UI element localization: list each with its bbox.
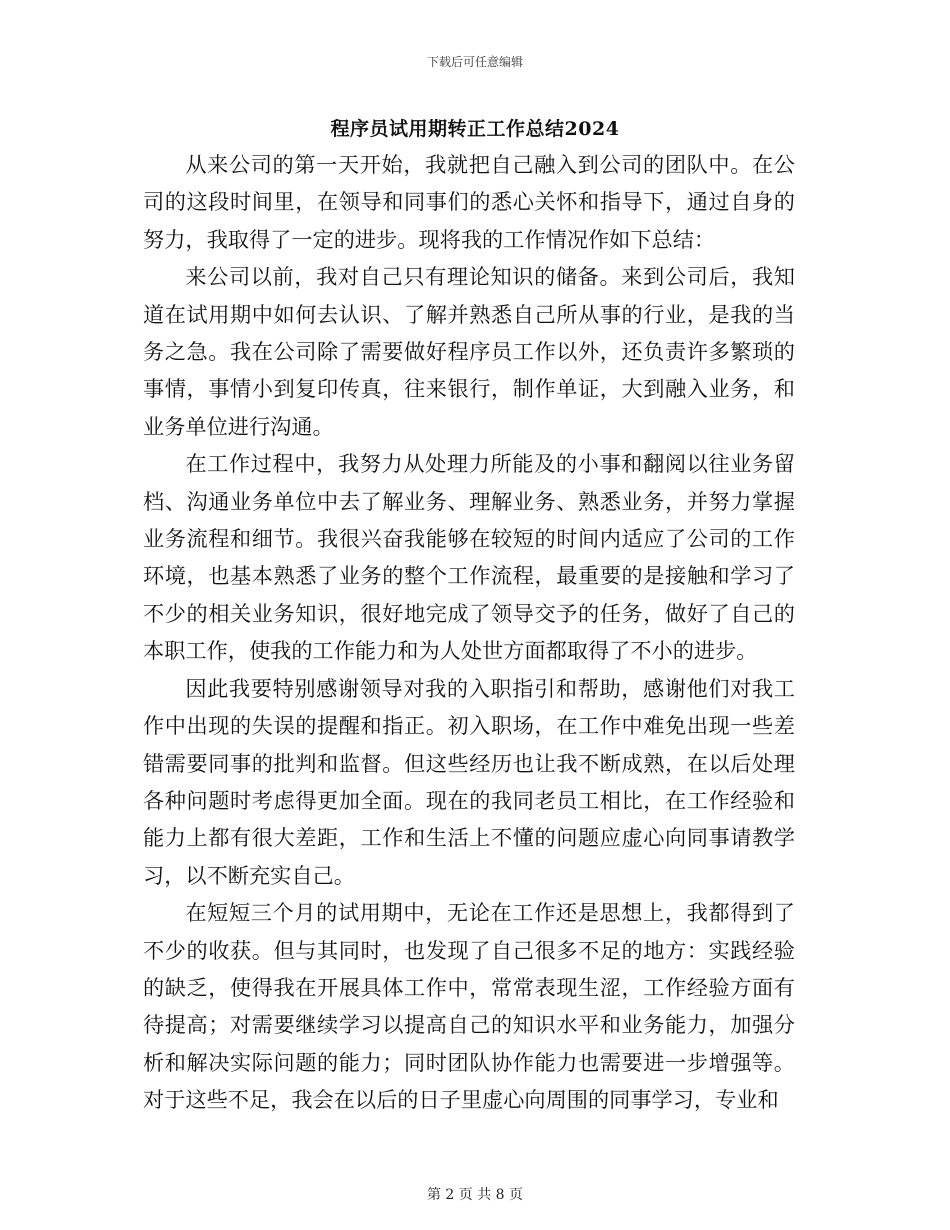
paragraph: 在工作过程中，我努力从处理力所能及的小事和翻阅以往业务留档、沟通业务单位中去了解业务、理解业务、熟悉业务，并努力掌握业务流程和细节。我很兴奋我能够在较短的时间内适应了公司的工作环境，也基本熟悉了业务的整个工作流程，最重要的是接触和学习了不少的相关业务知识，很好地完成了领导交予的任务，做好了自己的本职工作，使我的工作能力和为人处世方面都取得了不小的进步。	[143, 451, 795, 664]
paragraph: 因此我要特别感谢领导对我的入职指引和帮助，感谢他们对我工作中出现的失误的提醒和指正。初入职场，在工作中难免出现一些差错需要同事的批判和监督。但这些经历也让我不断成熟，在以后处理各种问题时考虑得更加全面。现在的我同老员工相比，在工作经验和能力上都有很大差距，工作和生活上不懂的问题应虚心向同事请教学习，以不断充实自己。	[143, 675, 795, 888]
paragraph: 从来公司的第一天开始，我就把自己融入到公司的团队中。在公司的这段时间里，在领导和同事们的悉心关怀和指导下，通过自身的努力，我取得了一定的进步。现将我的工作情况作如下总结：	[143, 152, 795, 252]
page-header-note: 下载后可任意编辑	[426, 55, 523, 69]
paragraph: 来公司以前，我对自己只有理论知识的储备。来到公司后，我知道在试用期中如何去认识、了解并熟悉自己所从事的行业，是我的当务之急。我在公司除了需要做好程序员工作以外，还负责许多繁琐的事情，事情小到复印传真，往来银行，制作单证，大到融入业务，和业务单位进行沟通。	[143, 264, 795, 439]
paragraph: 在短短三个月的试用期中，无论在工作还是思想上，我都得到了不少的收获。但与其同时，也发现了自己很多不足的地方：实践经验的缺乏，使得我在开展具体工作中，常常表现生涩，工作经验方面有待提高；对需要继续学习以提高自己的知识水平和业务能力，加强分析和解决实际问题的能力；同时团队协作能力也需要进一步增强等。对于这些不足，我会在以后的日子里虚心向周围的同事学习，专业和	[143, 900, 795, 1113]
page-number: 第 2 页 共 8 页	[426, 1187, 524, 1203]
document-title: 程序员试用期转正工作总结2024	[330, 118, 620, 140]
document-body	[143, 146, 795, 1119]
